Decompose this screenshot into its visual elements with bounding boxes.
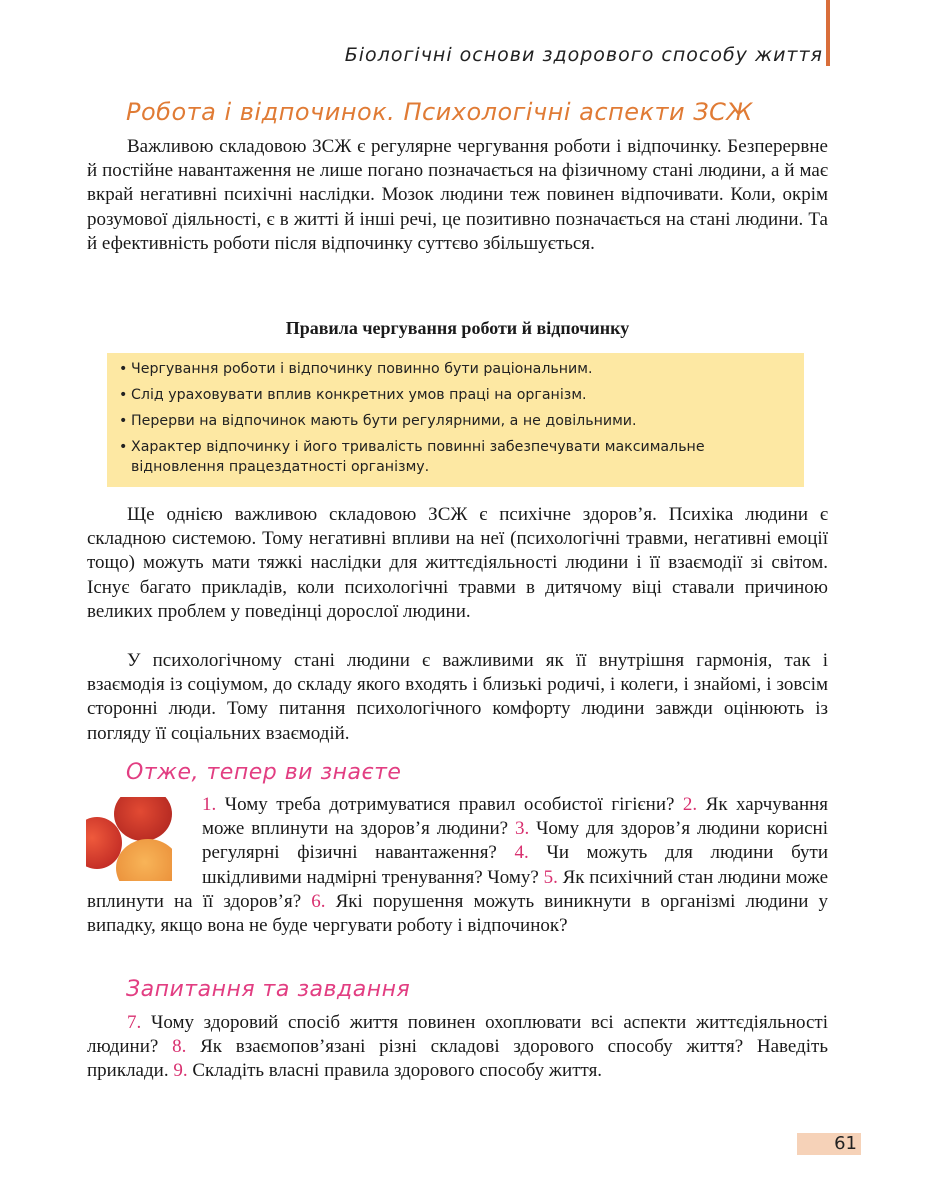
section-title-tasks: Запитання та завдання xyxy=(126,977,411,1002)
question-number: 2. xyxy=(682,794,698,815)
question-number: 1. xyxy=(202,794,217,815)
question-text: Чому здоровий спосіб життя повинен охоплювати всі аспекти життєдіяльності людини? xyxy=(87,1012,829,1058)
summary-questions xyxy=(87,793,828,938)
task-questions xyxy=(87,1011,828,1084)
page-number: 61 xyxy=(797,1133,861,1155)
question-text: Чому треба дотримуватися правил особистої гігієни? xyxy=(224,794,675,815)
rules-title: Правила чергування роботи й відпочинку xyxy=(285,318,630,338)
question-text: Які порушення можуть виникнути в організмі людини у випадку, якщо вона не буде чергувати роботу і відпочинок? xyxy=(87,890,829,937)
question-number: 9. xyxy=(173,1060,188,1082)
question-text: Складіть власні правила здорового способу життя. xyxy=(192,1060,603,1082)
question-text: Як взаємопов’язані різні складові здорового способу життя? Наведіть приклади. xyxy=(87,1036,829,1082)
paragraph-work-rest: Важливою складовою ЗСЖ є регулярне чергування роботи і відпочинку. Безперервне й постійне навантаження не лише погано позначається на фізичному стані людини, а й має вкрай негативні психічні наслідки. Мозок людини теж повинен відпочивати. Коли, окрім розумової діяльності, є в житті й інші речі, це позитивно позначається на стані людини. Та й ефективність роботи після відпочинку суттєво збільшується. xyxy=(87,136,828,254)
paragraph-mental-health: Ще однією важливою складовою ЗСЖ є психічне здоров’я. Психіка людини є складною системою. Тому негативні впливи на неї (психологічні травми, негативні емоції тощо) можуть мати тяжкі наслідки для життєдіяльності людини і її взаємодії зі світом. Існує багато прикладів, коли психологічні травми в дитячому віці ставали причиною великих проблем у поведінці дорослої людини. xyxy=(87,504,828,622)
question-number: 4. xyxy=(514,842,529,864)
question-number: 3. xyxy=(514,818,530,840)
question-text: Чому для здоров’я людини корисні регулярні фізичні навантаження? xyxy=(202,818,829,864)
rule-item: • Перерви на відпочинок мають бути регулярними, а не довільними. xyxy=(119,411,792,431)
question-number: 8. xyxy=(172,1036,187,1058)
running-head: Біологічні основи здорового способу життя xyxy=(344,44,823,66)
rules-box xyxy=(107,353,804,487)
question-number: 5. xyxy=(543,866,558,888)
paragraph-social: У психологічному стані людини є важливими як її внутрішня гармонія, так і взаємодія із соціумом, до складу якого входять і близькі родичі, і колеги, і знайомі, і зовсім сторонні люди. Тому питання психологічного комфорту людини завжди оцінюють із погляду її соціальних взаємодій. xyxy=(87,650,828,744)
question-number: 7. xyxy=(127,1012,142,1033)
question-text: Чи можуть для людини бути шкідливими надмірні тренування? Чому? xyxy=(202,842,828,888)
section-title-work-rest: Робота і відпочинок. Психологічні аспекти ЗСЖ xyxy=(126,98,753,126)
rule-item: • Чергування роботи і відпочинку повинно бути раціональним. xyxy=(119,359,792,379)
rule-item: • Характер відпочинку і його тривалість повинні забезпечувати максимальне відновлення працездатності організму. xyxy=(119,437,792,477)
question-number: 6. xyxy=(311,890,326,912)
question-text: Як психічний стан людини може вплинути на її здоров’я? xyxy=(87,866,829,912)
header-accent-bar xyxy=(826,0,830,66)
rule-item: • Слід ураховувати вплив конкретних умов праці на організм. xyxy=(119,385,792,405)
question-text: Як харчування може вплинути на здоров’я людини? xyxy=(202,794,829,840)
section-title-summary: Отже, тепер ви знаєте xyxy=(126,760,402,785)
